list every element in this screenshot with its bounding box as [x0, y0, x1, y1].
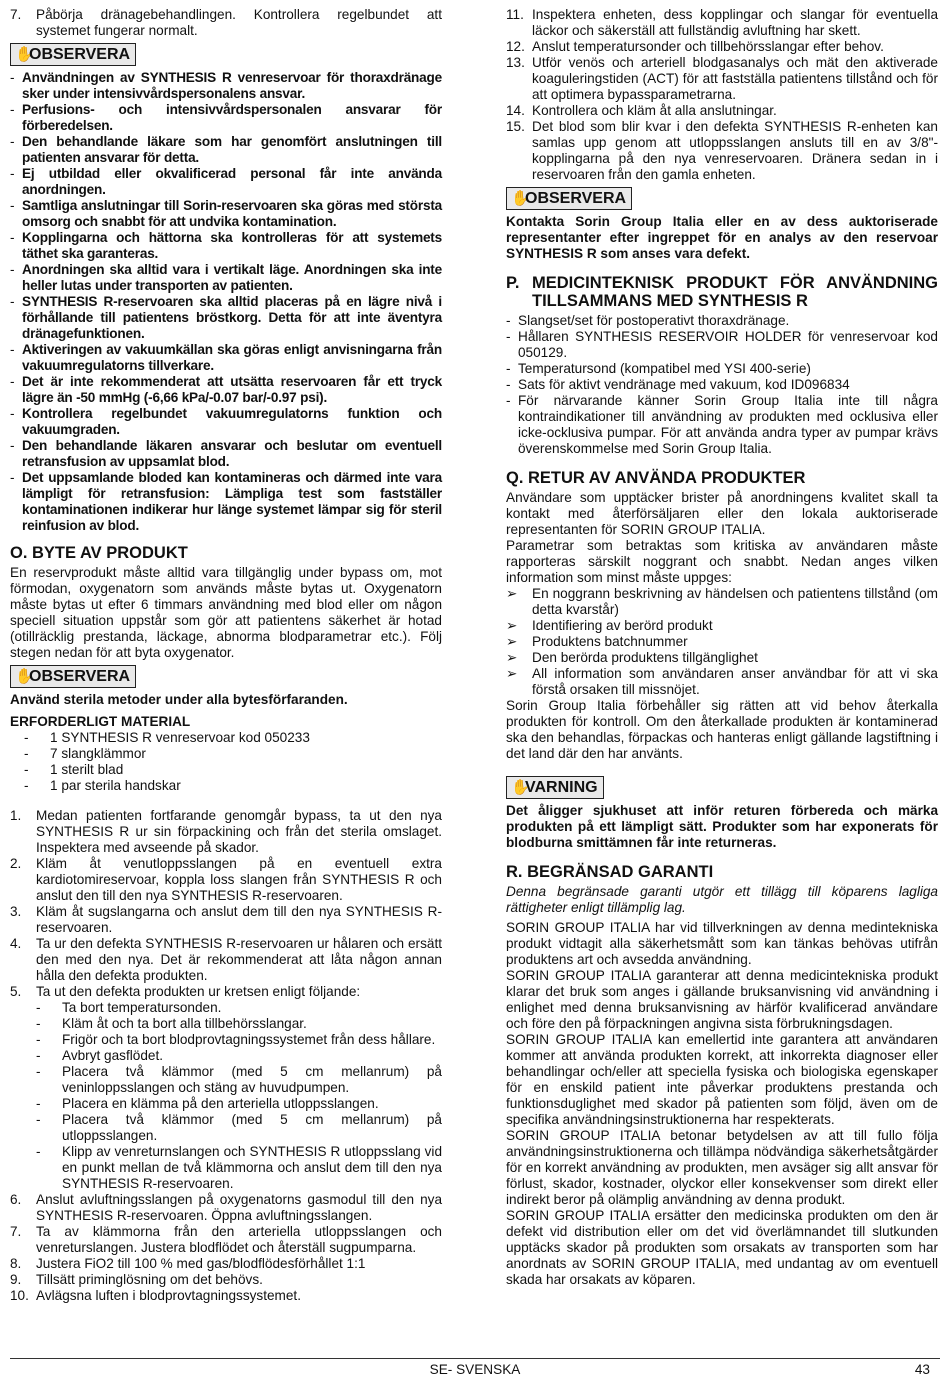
step-item: [506, 55, 938, 103]
section-q-p3: Sorin Group Italia förbehåller sig rätten att vid behov återkalla produkten för kontroll. Om den återkallade produkten är kontaminerad ska den behandlas, förpackas och hanteras enligt gällande lagstiftning i det land där den har använts.: [506, 698, 938, 761]
page-number: 43: [914, 1362, 930, 1377]
section-p-title: [506, 274, 938, 310]
warning-item: [10, 134, 442, 166]
substep-item: [10, 1096, 442, 1112]
list-text: SYNTHESIS R-reservoaren ska alltid placeras på en lägre nivå i förhållande till patientens bröstkorg. Detta för att inte äventyra dränagefunktionen.: [22, 294, 442, 341]
section-q-checklist: [506, 586, 938, 698]
steps-list-right: [506, 7, 938, 183]
list-marker: -: [36, 1000, 41, 1015]
footer-language: SE- SVENSKA: [429, 1362, 521, 1377]
section-r-lead: Denna begränsade garanti utgör ett tillägg till köparens lagliga rättigheter enligt tillämplig lag.: [506, 884, 938, 915]
list-marker: -: [36, 1144, 41, 1159]
list-marker: -: [36, 1096, 41, 1111]
list-text: Utför venös och arteriell blodgasanalys och mät den aktiverade koaguleringstiden (ACT) för att fastställa patientens tillstånd och för att optimera bypassparametrarna.: [532, 55, 938, 102]
product-item: [506, 377, 938, 393]
warning-item: [10, 262, 442, 294]
substep-item: [10, 1112, 442, 1144]
list-marker: -: [506, 393, 511, 408]
warning-item: [10, 166, 442, 198]
list-marker: 14.: [506, 103, 525, 118]
list-marker: -: [10, 102, 15, 117]
list-marker: -: [36, 1064, 41, 1079]
list-text: Hållaren SYNTHESIS RESERVOIR HOLDER för venreservoar kod 050129.: [518, 329, 938, 360]
warning-list: [10, 70, 442, 534]
list-marker: -: [10, 374, 15, 389]
list-text: Justera FiO2 till 100 % med gas/blodflödesförhållet 1:1: [36, 1256, 366, 1271]
warning-item: [10, 230, 442, 262]
section-r-paragraphs: [506, 920, 938, 1288]
list-marker: ➢: [506, 666, 518, 681]
material-item: [10, 730, 442, 746]
step-7: [10, 7, 442, 39]
list-text: Produktens batchnummer: [532, 634, 688, 649]
warranty-paragraph: SORIN GROUP ITALIA ersätter den medicinska produkten om den är defekt vid distribution eller om det vid överlämnandet till slutkunden upptäcks skador på produkten som orsakats av transporten som har anordnats av SORIN GROUP ITALIA, med undantag av om eventuell skada har orsakats av köparen.: [506, 1208, 938, 1287]
section-o-intro: En reservprodukt måste alltid vara tillgänglig under bypass om, mot förmodan, oxygenatorn som används måste bytas ut. Oxygenatorn måste bytas ut efter 6 timmars användning med blod eller om någon speciell situation uppstår som gör att patientens säkerhet är hotad (otillräcklig prestanda, läckage, abnorma blodparametrar etc.). Följ stegen nedan för att byta oxygenator.: [10, 565, 442, 660]
step-item: [506, 39, 938, 55]
substep-item: [10, 1048, 442, 1064]
sterile-note: Använd sterila metoder under alla bytesförfaranden.: [10, 692, 348, 707]
list-marker: ➢: [506, 586, 518, 601]
list-marker: ➢: [506, 618, 518, 633]
list-marker: 13.: [506, 55, 525, 70]
list-marker: -: [10, 134, 15, 149]
substep-item: [10, 1144, 442, 1192]
list-text: Den berörda produktens tillgänglighet: [532, 650, 758, 665]
list-marker: 11.: [506, 7, 524, 22]
list-text: 1 sterilt blad: [50, 762, 124, 777]
step-item: [10, 808, 442, 856]
substep-item: [10, 1064, 442, 1096]
badge-label: OBSERVERA: [525, 189, 627, 207]
warning-item: [10, 294, 442, 342]
list-marker: 8.: [10, 1256, 22, 1271]
list-text: Placera två klämmor (med 5 cm mellanrum) på veninloppsslangen och stäng av huvudpumpen.: [62, 1064, 442, 1095]
hand-icon: ✋: [511, 778, 530, 796]
list-text: Kontrollera regelbundet vakuumregulatorns funktion och vakuumgraden.: [22, 406, 442, 437]
list-text: Kläm åt och ta bort alla tillbehörsslangar.: [62, 1016, 307, 1031]
list-text: Temperatursond (kompatibel med YSI 400-serie): [518, 361, 811, 376]
list-text: Kläm åt venutloppsslangen på en eventuell extra kardiotomireservoar, koppla loss slangen från SYNTHESIS R och anslut den till den nya SYNTHESIS R-reservoaren.: [36, 856, 442, 903]
section-q-p2: Parametrar som betraktas som kritiska av användaren måste rapporteras särskilt noggrant och snabbt. Nedan anges vilken information som minst måste uppges:: [506, 538, 938, 585]
varning-badge: [506, 776, 604, 799]
list-marker: -: [10, 406, 15, 421]
badge-label: OBSERVERA: [29, 667, 131, 685]
warranty-paragraph: SORIN GROUP ITALIA garanterar att denna medicintekniska produkt klarar det bruk som anges i gällande bruksanvisning vid användning i enlighet med denna bruksanvisning av härför kvalificerad användare och före den på förpackningen angivna sista förbrukningsdagen.: [506, 968, 938, 1031]
list-marker: -: [36, 1048, 41, 1063]
list-marker: -: [10, 470, 15, 485]
left-column: [10, 7, 442, 1304]
list-marker: -: [506, 377, 511, 392]
warning-item: [10, 438, 442, 470]
hand-icon: ✋: [15, 45, 34, 63]
step-item: [10, 1192, 442, 1224]
list-text: För närvarande känner Sorin Group Italia inte till några kontraindikationer till användning av produkten med ocklusiva eller icke-ocklusiva pumpar. För att använda andra typer av pumpar krävs överenskommelse med Sorin Group Italia.: [518, 393, 938, 456]
page-footer: [10, 1358, 940, 1377]
step-item: [10, 984, 442, 1000]
list-marker: -: [506, 361, 511, 376]
list-text: Ej utbildad eller okvalificerad personal får inte använda anordningen.: [22, 166, 442, 197]
list-marker: -: [10, 342, 15, 357]
list-text: Användningen av SYNTHESIS R venreservoar för thoraxdränage sker under intensivvårdspersonalens ansvar.: [22, 70, 442, 101]
step-item: [506, 7, 938, 39]
step-item: [10, 1224, 442, 1256]
list-marker: 9.: [10, 1272, 22, 1287]
substep-item: [10, 1016, 442, 1032]
list-text: Anordningen ska alltid vara i vertikalt läge. Anordningen ska inte heller lutas under transporten av patienten.: [22, 262, 442, 293]
warning-item: [10, 102, 442, 134]
step-item: [10, 1288, 442, 1304]
step-item: [506, 119, 938, 183]
hand-icon: ✋: [15, 667, 34, 685]
list-marker: 1.: [10, 808, 22, 823]
list-text: En noggrann beskrivning av händelsen och patientens tillstånd (om detta kvarstår): [532, 586, 938, 617]
section-p-list: [506, 313, 938, 457]
list-marker: -: [36, 1016, 41, 1031]
list-marker: -: [10, 230, 15, 245]
checklist-item: [506, 634, 938, 650]
section-title-text: MEDICINTEKNISK PRODUKT FÖR ANVÄNDNING TILLSAMMANS MED SYNTHESIS R: [532, 274, 938, 310]
list-text: Inspektera enheten, dess kopplingar och slangar för eventuella läckor och säkerställ att fullständig avluftning har skett.: [532, 7, 938, 38]
list-text: Det blod som blir kvar i den defekta SYNTHESIS R-enheten kan samlas upp genom att utloppsslangen ansluts till en av 3/8"-kopplingarna på den nya venreservoaren. Dränera sedan in i reservoaren från den gamla enheten.: [532, 119, 938, 182]
list-marker: -: [506, 313, 511, 328]
contact-note: Kontakta Sorin Group Italia eller en av dess auktoriserade representanter efter ingreppet för en analys av den reservoar SYNTHESIS R som anses vara defekt.: [506, 214, 938, 261]
checklist-item: [506, 586, 938, 618]
observera-badge: [10, 665, 136, 688]
warning-item: [10, 70, 442, 102]
list-text: Sats för aktivt vendränage med vakuum, kod ID096834: [518, 377, 850, 392]
checklist-item: [506, 618, 938, 634]
step-item: [10, 856, 442, 904]
material-item: [10, 746, 442, 762]
list-text: Avbryt gasflödet.: [62, 1048, 164, 1063]
hand-icon: ✋: [511, 189, 530, 207]
list-text: Ta ut den defekta produkten ur kretsen enligt följande:: [36, 984, 361, 999]
list-text: All information som användaren anser användbar för att vi ska förstå orsaken till missnöjet.: [532, 666, 938, 697]
list-text: 1 SYNTHESIS R venreservoar kod 050233: [50, 730, 310, 745]
list-marker: ➢: [506, 650, 518, 665]
list-marker: 4.: [10, 936, 22, 951]
list-marker: -: [24, 762, 29, 777]
list-text: Avlägsna luften i blodprovtagningssystemet.: [36, 1288, 301, 1303]
list-marker: 10.: [10, 1288, 29, 1303]
list-marker: -: [506, 329, 511, 344]
warning-item: [10, 198, 442, 230]
warranty-paragraph: SORIN GROUP ITALIA kan emellertid inte garantera att användaren kommer att använda produkten korrekt, att inkorrekta diagnoser eller behandlingar och/eller att speciella fysiska och biologiska egenskaper för en enskild patient inte påverkar produktens prestanda och funktionsduglighet med skador på patienten som följd, även om de specifika användningsinstruktionerna har respekterats.: [506, 1032, 938, 1127]
section-q-p1: Användare som upptäcker brister på anordningens kvalitet skall ta kontakt med återförsäljaren eller den lokala auktoriserade representanten för SORIN GROUP ITALIA.: [506, 490, 938, 537]
list-text: Samtliga anslutningar till Sorin-reservoaren ska göras med största omsorg och snabbt för att undvika kontamination.: [22, 198, 442, 229]
steps-list-2: [10, 1192, 442, 1304]
step-item: [10, 904, 442, 936]
list-text: Kopplingarna och hättorna ska kontrolleras för att systemets täthet ska garanteras.: [22, 230, 442, 261]
substep-item: [10, 1000, 442, 1016]
list-marker: -: [36, 1032, 41, 1047]
product-item: [506, 361, 938, 377]
list-marker: -: [36, 1112, 41, 1127]
warning-note: Det åligger sjukhuset att inför returen förbereda och märka produkten på ett lämpligt sätt. Produkter som har exponerats för blodburna smittämnen får inte returneras.: [506, 803, 938, 850]
list-text: Ta av klämmorna från den arteriella utloppsslangen och venreturslangen. Justera blodflödet och återställ sugpumparna.: [36, 1224, 442, 1255]
material-item: [10, 778, 442, 794]
step-number: 7.: [10, 7, 22, 22]
list-text: Placera två klämmor (med 5 cm mellanrum) på utloppsslangen.: [62, 1112, 442, 1143]
list-text: Det är inte rekommenderat att utsätta reservoaren får ett tryck lägre än -50 mmHg (-6,66 kPa/-0.07 bar/-0.97 psi).: [22, 374, 442, 405]
list-marker: -: [10, 198, 15, 213]
warning-item: [10, 374, 442, 406]
section-letter: P.: [506, 274, 520, 292]
material-list: [10, 730, 442, 794]
list-text: Det uppsamlande bloded kan kontamineras och därmed inte vara lämpligt för retransfusion: Lämpliga test som fastställer kontaminationen indikerar hur länge systemet lämpar sig för steril reinfusion av blod.: [22, 470, 442, 533]
step-item: [506, 103, 938, 119]
step-text: Påbörja dränagebehandlingen. Kontrollera regelbundet att systemet fungerar normalt.: [36, 7, 442, 38]
list-marker: -: [10, 70, 15, 85]
list-text: Klipp av venreturnslangen och SYNTHESIS R utloppsslang vid en punkt mellan de två klämmorna och anslut dem till den nya SYNTHESIS R-reservoaren.: [62, 1144, 442, 1191]
product-item: [506, 329, 938, 361]
list-text: Tillsätt priminglösning om det behövs.: [36, 1272, 263, 1287]
list-marker: ➢: [506, 634, 518, 649]
list-marker: -: [24, 746, 29, 761]
step-item: [10, 1272, 442, 1288]
list-text: Frigör och ta bort blodprovtagningssystemet från dess hållare.: [62, 1032, 436, 1047]
step-item: [10, 1256, 442, 1272]
product-item: [506, 393, 938, 457]
list-text: 7 slangklämmor: [50, 746, 146, 761]
warranty-paragraph: SORIN GROUP ITALIA har vid tillverkningen av denna medintekniska produkt vidtagit alla säkerhetsmått som kan tänkas behövas utifrån produktens art och avsedda användning.: [506, 920, 938, 967]
list-marker: 7.: [10, 1224, 22, 1239]
list-text: Den behandlande läkaren ansvarar och beslutar om eventuell retransfusion av uppsamlat blod.: [22, 438, 442, 469]
list-text: Medan patienten fortfarande genomgår bypass, ta ut den nya SYNTHESIS R ur sin förpackining och från det sterila omslaget. Inspektera med avseende på skador.: [36, 808, 442, 855]
checklist-item: [506, 666, 938, 698]
steps-list: [10, 808, 442, 1000]
right-column: [506, 7, 938, 1288]
list-marker: -: [10, 262, 15, 277]
badge-label: OBSERVERA: [29, 45, 131, 63]
list-text: Anslut avluftningsslangen på oxygenatorns gasmodul till den nya SYNTHESIS R-reservoaren. Öppna avluftningsslangen.: [36, 1192, 442, 1223]
list-text: Placera en klämma på den arteriella utloppsslangen.: [62, 1096, 379, 1111]
substep-item: [10, 1032, 442, 1048]
step-item: [10, 936, 442, 984]
badge-label: VARNING: [525, 778, 598, 796]
list-text: Kläm åt sugslangarna och anslut dem till den nya SYNTHESIS R-reservoaren.: [36, 904, 442, 935]
list-text: Identifiering av berörd produkt: [532, 618, 713, 633]
list-text: Ta bort temperatursonden.: [62, 1000, 222, 1015]
material-heading: ERFORDERLIGT MATERIAL: [10, 714, 191, 729]
list-text: Den behandlande läkare som har genomfört anslutningen till patienten ansvarar för detta.: [22, 134, 442, 165]
warranty-paragraph: SORIN GROUP ITALIA betonar betydelsen av att till fullo följa användningsinstruktionerna och tillämpa nödvändiga säkerhetsåtgärder för en korrekt användning av produkten, men avsäger sig allt ansvar för förlust, skador, kostnader, olyckor eller konsekvenser som direkt eller indirekt beror på olämplig användning av denna produkt.: [506, 1128, 938, 1207]
list-marker: -: [24, 778, 29, 793]
product-item: [506, 313, 938, 329]
list-marker: 15.: [506, 119, 525, 134]
warning-item: [10, 342, 442, 374]
list-marker: 5.: [10, 984, 22, 999]
substeps-list: [10, 1000, 442, 1192]
list-marker: -: [10, 294, 15, 309]
checklist-item: [506, 650, 938, 666]
list-text: Ta ur den defekta SYNTHESIS R-reservoaren ur hålaren och ersätt den med den nya. Det är rekommenderat att låta någon annan hålla den defekta produkten.: [36, 936, 442, 983]
list-text: Perfusions- och intensivvårdspersonalen ansvarar för förberedelsen.: [22, 102, 442, 133]
list-marker: 3.: [10, 904, 22, 919]
list-marker: 12.: [506, 39, 525, 54]
material-item: [10, 762, 442, 778]
list-text: Kontrollera och kläm åt alla anslutningar.: [532, 103, 777, 118]
list-text: Aktiveringen av vakuumkällan ska göras enligt anvisningarna från vakuumregulatorns tillverkare.: [22, 342, 442, 373]
list-text: Anslut temperatursonder och tillbehörsslangar efter behov.: [532, 39, 884, 54]
warning-item: [10, 470, 442, 534]
list-marker: -: [10, 166, 15, 181]
observera-badge: [10, 43, 136, 66]
section-r-title: R. BEGRÄNSAD GARANTI: [506, 863, 714, 881]
section-o-title: O. BYTE AV PRODUKT: [10, 544, 188, 562]
list-marker: 6.: [10, 1192, 22, 1207]
list-marker: 2.: [10, 856, 22, 871]
observera-badge: [506, 187, 632, 210]
list-marker: -: [10, 438, 15, 453]
list-text: 1 par sterila handskar: [50, 778, 181, 793]
section-q-title: Q. RETUR AV ANVÄNDA PRODUKTER: [506, 469, 806, 487]
list-marker: -: [24, 730, 29, 745]
list-text: Slangset/set för postoperativt thoraxdränage.: [518, 313, 790, 328]
warning-item: [10, 406, 442, 438]
